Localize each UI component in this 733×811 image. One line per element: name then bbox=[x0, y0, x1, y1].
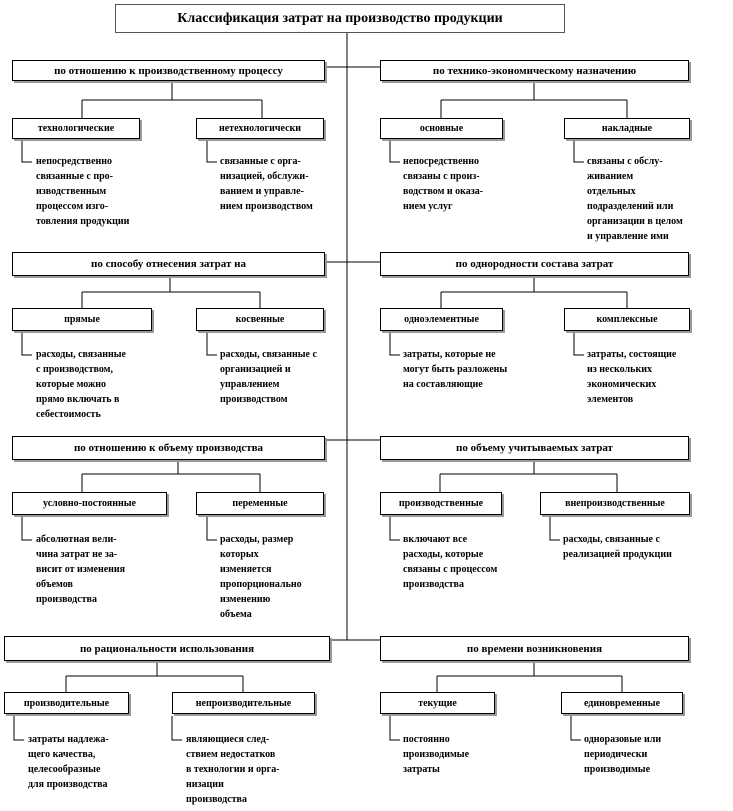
subcategory-description: связанные с орга- низацией, обслужи- ванием и управле- нием производством bbox=[220, 156, 313, 212]
subcategory-box: одноэлементные bbox=[380, 308, 503, 331]
subcategory-box: единовременные bbox=[561, 692, 683, 714]
subcategory-description: расходы, связанные с организацией и управлением производством bbox=[220, 349, 317, 405]
subcategory-description: расходы, размер которых изменяется пропорционально изменению объема bbox=[220, 534, 302, 620]
category-heading: по рациональности использования bbox=[4, 636, 330, 661]
subcategory-description: одноразовые или периодически производимые bbox=[584, 734, 662, 775]
subcategory-box: комплексные bbox=[564, 308, 690, 331]
subcategory-box: технологические bbox=[12, 118, 140, 139]
subcategory-description: связаны с обслу- живанием отдельных подразделений или организации в целом и управление ими bbox=[587, 156, 683, 242]
subcategory-description: затраты, которые не могут быть разложены на составляющие bbox=[403, 349, 508, 390]
category-heading: по отношению к объему производства bbox=[12, 436, 325, 460]
category-heading: по однородности состава затрат bbox=[380, 252, 689, 276]
subcategory-box: условно-постоянные bbox=[12, 492, 167, 515]
subcategory-box: текущие bbox=[380, 692, 495, 714]
category-heading: по объему учитываемых затрат bbox=[380, 436, 689, 460]
category-heading: по отношению к производственному процессу bbox=[12, 60, 325, 81]
subcategory-description: являющиеся след- ствием недостатков в технологии и орга- низации производства bbox=[186, 734, 280, 805]
subcategory-description: абсолютная вели- чина затрат не за- висит от изменения объемов производства bbox=[36, 534, 126, 605]
subcategory-description: затраты, состоящие из нескольких экономических элементов bbox=[587, 349, 677, 405]
subcategory-box: нетехнологически bbox=[196, 118, 324, 139]
subcategory-description: расходы, связанные с производством, которые можно прямо включать в себестоимость bbox=[36, 349, 126, 420]
subcategory-box: переменные bbox=[196, 492, 324, 515]
subcategory-description: непосредственно связанные с про- изводственным процессом изго- товления продукции bbox=[36, 156, 130, 227]
subcategory-box: прямые bbox=[12, 308, 152, 331]
diagram-title: Классификация затрат на производство продукции bbox=[115, 4, 565, 33]
subcategory-box: производственные bbox=[380, 492, 502, 515]
subcategory-box: внепроизводственные bbox=[540, 492, 690, 515]
category-heading: по времени возникновения bbox=[380, 636, 689, 661]
subcategory-description: постоянно производимые затраты bbox=[403, 734, 470, 775]
subcategory-box: косвенные bbox=[196, 308, 324, 331]
subcategory-description: непосредственно связаны с произ- водством и оказа- нием услуг bbox=[403, 156, 484, 212]
subcategory-box: накладные bbox=[564, 118, 690, 139]
subcategory-description: затраты надлежа- щего качества, целесообразные для производства bbox=[28, 734, 109, 790]
category-heading: по технико-экономическому назначению bbox=[380, 60, 689, 81]
subcategory-box: непроизводительные bbox=[172, 692, 315, 714]
category-heading: по способу отнесения затрат на bbox=[12, 252, 325, 276]
subcategory-description: расходы, связанные с реализацией продукции bbox=[563, 534, 672, 560]
subcategory-box: основные bbox=[380, 118, 503, 139]
subcategory-box: производительные bbox=[4, 692, 129, 714]
subcategory-description: включают все расходы, которые связаны с процессом производства bbox=[403, 534, 498, 590]
